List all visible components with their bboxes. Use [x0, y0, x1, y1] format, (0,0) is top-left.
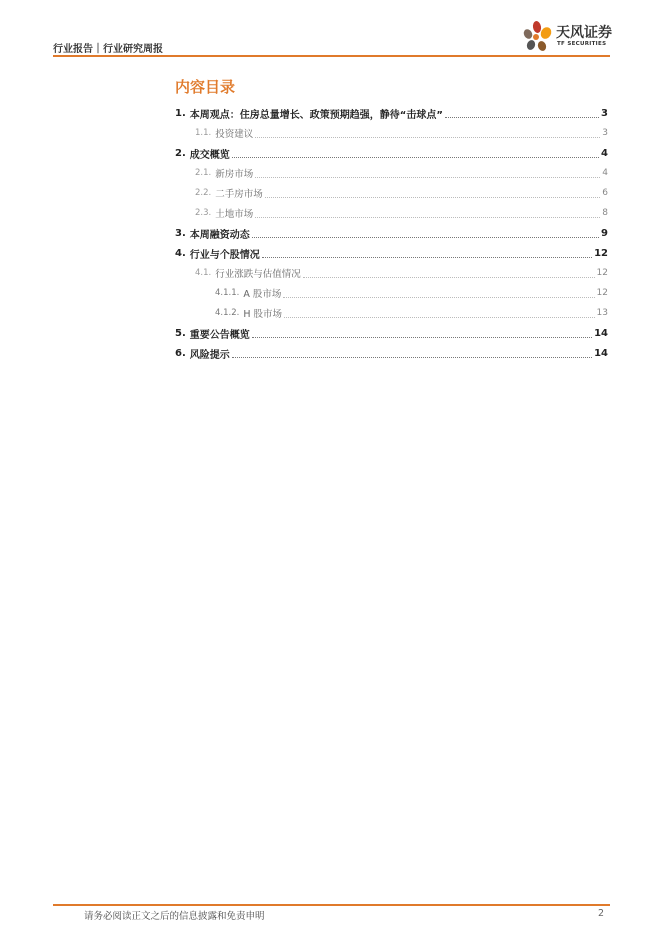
page-number: 2 [598, 908, 605, 919]
toc-entry-page: 14 [594, 347, 608, 359]
company-logo [520, 20, 610, 54]
toc-dot-leader [232, 157, 599, 158]
toc-entry[interactable] [175, 343, 608, 363]
toc-entry-label: 本周观点：住房总量增长、政策预期趋强，静待“击球点” [189, 109, 443, 121]
toc-entry-number: 4.1. [195, 268, 212, 278]
toc-entry-page: 12 [596, 268, 608, 278]
toc-entry-label: 行业涨跌与估值情况 [215, 269, 301, 280]
toc-entry-number: 6. [175, 347, 186, 359]
header-divider [53, 55, 610, 57]
toc-dot-leader [284, 317, 595, 318]
toc-entry[interactable] [175, 283, 608, 303]
footer-disclaimer: 请务必阅读正文之后的信息披露和免责申明 [84, 911, 265, 922]
toc-entry[interactable] [175, 243, 608, 263]
logo-english-text: TF SECURITIES [557, 41, 607, 47]
footer-divider [53, 904, 610, 906]
toc-entry[interactable] [175, 303, 608, 323]
toc-entry-page: 13 [596, 308, 608, 318]
toc-entry-label: 投资建议 [215, 129, 254, 140]
toc-entry-page: 4 [602, 168, 608, 178]
toc-entry-page: 3 [601, 107, 608, 119]
toc-entry-number: 1. [175, 107, 186, 119]
toc-dot-leader [265, 197, 601, 198]
toc-entry-number: 4.1.2. [215, 308, 240, 318]
flower-logo-icon [520, 20, 554, 54]
toc-entry-label: 本周融资动态 [189, 229, 250, 241]
toc-entry-number: 2.3. [195, 208, 212, 218]
toc-dot-leader [255, 177, 600, 178]
toc-entry-label: 风险提示 [189, 349, 230, 361]
toc-entry[interactable] [175, 163, 608, 183]
toc-entry-page: 8 [602, 208, 608, 218]
toc-entry-label: H 股市场 [243, 309, 283, 320]
toc-dot-leader [252, 237, 599, 238]
toc-dot-leader [252, 337, 592, 338]
toc-entry-page: 6 [602, 188, 608, 198]
toc-entry-number: 1.1. [195, 128, 212, 138]
toc-entry[interactable] [175, 323, 608, 343]
report-type-label: 行业报告｜行业研究周报 [53, 44, 163, 55]
toc-entry[interactable] [175, 203, 608, 223]
toc-dot-leader [255, 217, 600, 218]
page-header [53, 25, 612, 58]
toc-entry-label: 土地市场 [215, 209, 254, 220]
toc-dot-leader [445, 117, 599, 118]
toc-entry-page: 14 [594, 327, 608, 339]
toc-entry-number: 2.1. [195, 168, 212, 178]
toc-entry[interactable] [175, 263, 608, 283]
toc-dot-leader [262, 257, 592, 258]
toc-entry-label: A 股市场 [243, 289, 282, 300]
toc-dot-leader [283, 297, 594, 298]
toc-entry-page: 12 [596, 288, 608, 298]
toc-entry[interactable] [175, 183, 608, 203]
toc-entry-label: 二手房市场 [215, 189, 263, 200]
table-of-contents [175, 103, 608, 363]
toc-entry-label: 新房市场 [215, 169, 254, 180]
toc-entry-page: 4 [601, 147, 608, 159]
toc-entry-number: 4.1.1. [215, 288, 240, 298]
toc-entry-number: 3. [175, 227, 186, 239]
toc-entry[interactable] [175, 223, 608, 243]
toc-entry-page: 3 [602, 128, 608, 138]
logo-chinese-text: 天风证券 [556, 25, 612, 41]
toc-dot-leader [232, 357, 592, 358]
toc-dot-leader [255, 137, 600, 138]
toc-entry[interactable] [175, 143, 608, 163]
toc-entry-number: 5. [175, 327, 186, 339]
toc-entry-label: 行业与个股情况 [189, 249, 260, 261]
toc-entry-number: 4. [175, 247, 186, 259]
toc-entry-number: 2. [175, 147, 186, 159]
toc-title: 内容目录 [175, 78, 236, 96]
toc-entry-label: 成交概览 [189, 149, 230, 161]
toc-entry-label: 重要公告概览 [189, 329, 250, 341]
toc-dot-leader [303, 277, 595, 278]
toc-entry[interactable] [175, 103, 608, 123]
toc-entry-page: 9 [601, 227, 608, 239]
toc-entry-number: 2.2. [195, 188, 212, 198]
toc-entry[interactable] [175, 123, 608, 143]
toc-entry-page: 12 [594, 247, 608, 259]
